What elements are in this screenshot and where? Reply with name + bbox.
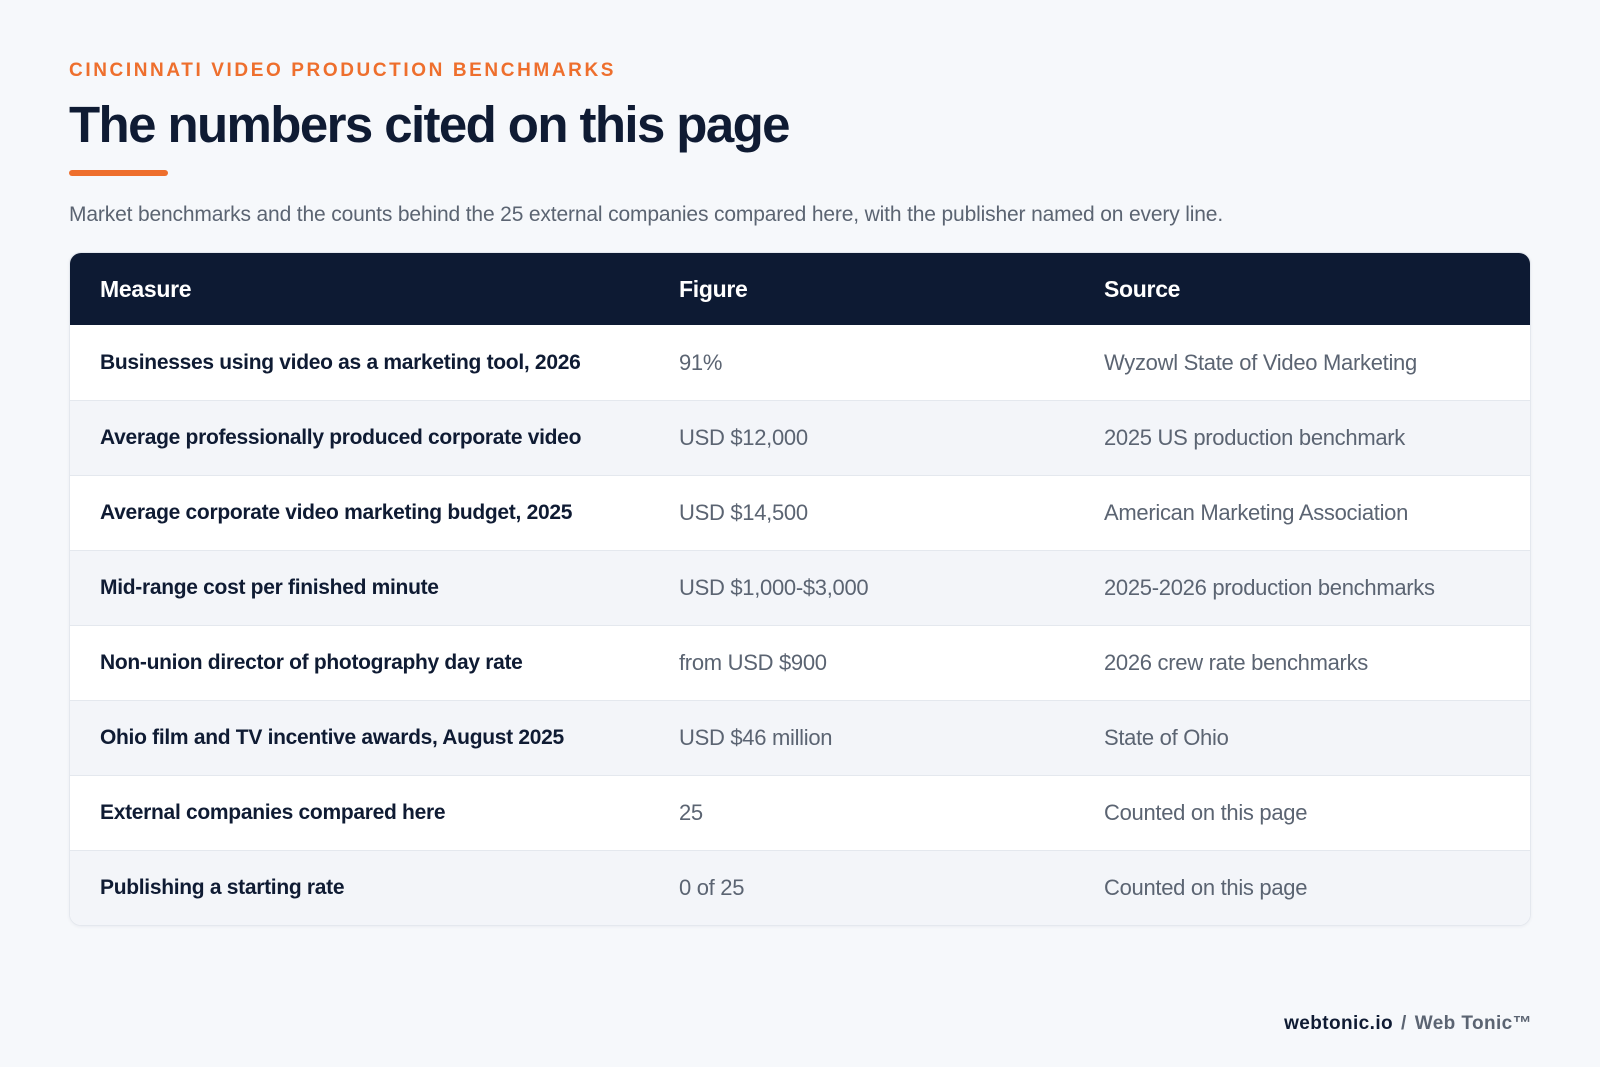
cell-figure: from USD $900 [679, 650, 827, 675]
table-row [70, 550, 1530, 625]
cell-figure: USD $12,000 [679, 425, 808, 450]
footer-brand: Web Tonic™ [1414, 1013, 1532, 1034]
table-row [70, 325, 1530, 400]
cell-source: American Marketing Association [1104, 500, 1409, 525]
cell-measure: Average professionally produced corporate video [100, 426, 582, 449]
page-subtitle: Market benchmarks and the counts behind the 25 external companies compared here, with the publisher named on every line. [69, 203, 1224, 226]
cell-figure: 25 [679, 800, 703, 825]
footer-separator: / [1401, 1013, 1407, 1034]
table-row [70, 400, 1530, 475]
table-row [70, 700, 1530, 775]
cell-source: 2025 US production benchmark [1104, 425, 1406, 450]
cell-measure: Businesses using video as a marketing tool, 2026 [100, 350, 581, 374]
footer-domain: webtonic.io [1284, 1013, 1394, 1034]
cell-measure: Ohio film and TV incentive awards, August 2025 [100, 726, 564, 749]
table-row [70, 625, 1530, 700]
table-header [70, 253, 1530, 325]
eyebrow-label: CINCINNATI VIDEO PRODUCTION BENCHMARKS [69, 60, 617, 81]
cell-figure: USD $46 million [679, 725, 833, 750]
cell-source: 2025-2026 production benchmarks [1104, 575, 1435, 600]
cell-source: Counted on this page [1104, 800, 1308, 825]
column-header-figure: Figure [679, 275, 748, 302]
page-title: The numbers cited on this page [69, 96, 789, 153]
column-header-measure: Measure [100, 275, 192, 302]
cell-measure: Publishing a starting rate [100, 876, 345, 899]
cell-source: State of Ohio [1104, 725, 1229, 750]
table-row [70, 475, 1530, 550]
cell-source: 2026 crew rate benchmarks [1104, 650, 1368, 675]
footer-attribution [1284, 1013, 1532, 1035]
table-row [70, 775, 1530, 850]
cell-figure: 91% [679, 349, 723, 375]
cell-figure: USD $14,500 [679, 500, 808, 525]
cell-source: Counted on this page [1104, 875, 1308, 900]
cell-source: Wyzowl State of Video Marketing [1104, 349, 1417, 375]
cell-measure: Average corporate video marketing budget, 2025 [100, 501, 573, 524]
table-row [70, 850, 1530, 925]
benchmarks-table [69, 252, 1531, 926]
title-underline [69, 170, 168, 176]
cell-measure: Non-union director of photography day rate [100, 651, 523, 674]
cell-figure: USD $1,000-$3,000 [679, 575, 869, 600]
cell-measure: External companies compared here [100, 801, 446, 824]
column-header-source: Source [1104, 275, 1181, 302]
cell-figure: 0 of 25 [679, 875, 745, 900]
table-body [70, 325, 1530, 925]
cell-measure: Mid-range cost per finished minute [100, 576, 439, 599]
